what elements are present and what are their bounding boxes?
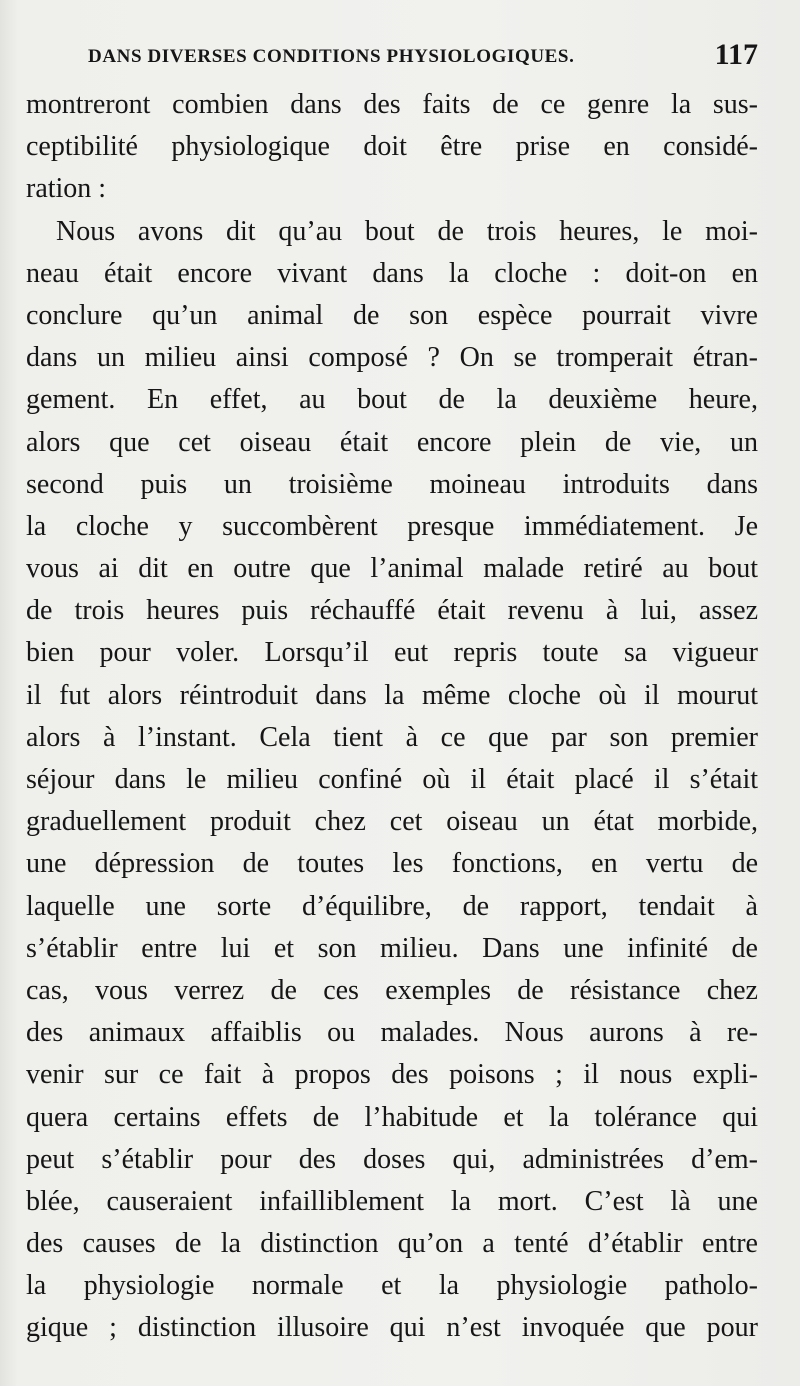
text-line: des causes de la distinction qu’on a tenté d’établir entre <box>26 1228 758 1260</box>
text-line: une dépression de toutes les fonctions, en vertu de <box>26 848 758 880</box>
text-line: ration : <box>26 173 107 205</box>
text-line: Nous avons dit qu’au bout de trois heures, le moi- <box>56 215 758 247</box>
text-line: alors que cet oiseau était encore plein de vie, un <box>26 426 758 458</box>
text-line: venir sur ce fait à propos des poisons ; il nous expli- <box>26 1059 758 1091</box>
text-line: des animaux affaiblis ou malades. Nous aurons à re- <box>26 1017 758 1049</box>
running-head: DANS DIVERSES CONDITIONS PHYSIOLOGIQUES. <box>88 46 575 67</box>
text-line: montreront combien dans des faits de ce genre la sus- <box>26 89 758 120</box>
text-line: dans un milieu ainsi composé ? On se tromperait étran- <box>26 342 758 374</box>
text-line: laquelle une sorte d’équilibre, de rapport, tendait à <box>26 890 758 922</box>
text-line: alors à l’instant. Cela tient à ce que par son premier <box>26 721 758 753</box>
page-header <box>88 38 758 78</box>
text-line: bien pour voler. Lorsqu’il eut repris toute sa vigueur <box>26 637 758 669</box>
text-line: séjour dans le milieu confiné où il était placé il s’était <box>26 764 758 795</box>
text-line: s’établir entre lui et son milieu. Dans une infinité de <box>26 932 758 964</box>
text-line: quera certains effets de l’habitude et la tolérance qui <box>26 1101 758 1133</box>
text-line: gique ; distinction illusoire qui n’est invoquée que pour <box>26 1312 758 1344</box>
text-line: cas, vous verrez de ces exemples de résistance chez <box>26 974 758 1006</box>
text-line: conclure qu’un animal de son espèce pourrait vivre <box>26 299 758 331</box>
page-number: 117 <box>714 38 758 71</box>
text-line: la physiologie normale et la physiologie patholo- <box>26 1270 758 1302</box>
text-line: vous ai dit en outre que l’animal malade retiré au bout <box>26 553 758 585</box>
text-line: de trois heures puis réchauffé était revenu à lui, assez <box>26 595 758 627</box>
text-line: graduellement produit chez cet oiseau un état morbide, <box>26 806 758 838</box>
text-line: neau était encore vivant dans la cloche : doit-on en <box>26 257 758 289</box>
text-line: gement. En effet, au bout de la deuxième heure, <box>26 384 758 416</box>
text-line: second puis un troisième moineau introduits dans <box>26 468 758 500</box>
text-line: la cloche y succombèrent presque immédiatement. Je <box>26 510 758 542</box>
body-text <box>26 84 758 1350</box>
text-line: peut s’établir pour des doses qui, administrées d’em- <box>26 1143 758 1175</box>
text-line: ceptibilité physiologique doit être prise en considé- <box>26 131 758 163</box>
text-line: il fut alors réintroduit dans la même cloche où il mourut <box>26 679 758 711</box>
text-line: blée, causeraient infailliblement la mort. C’est là une <box>26 1185 758 1217</box>
